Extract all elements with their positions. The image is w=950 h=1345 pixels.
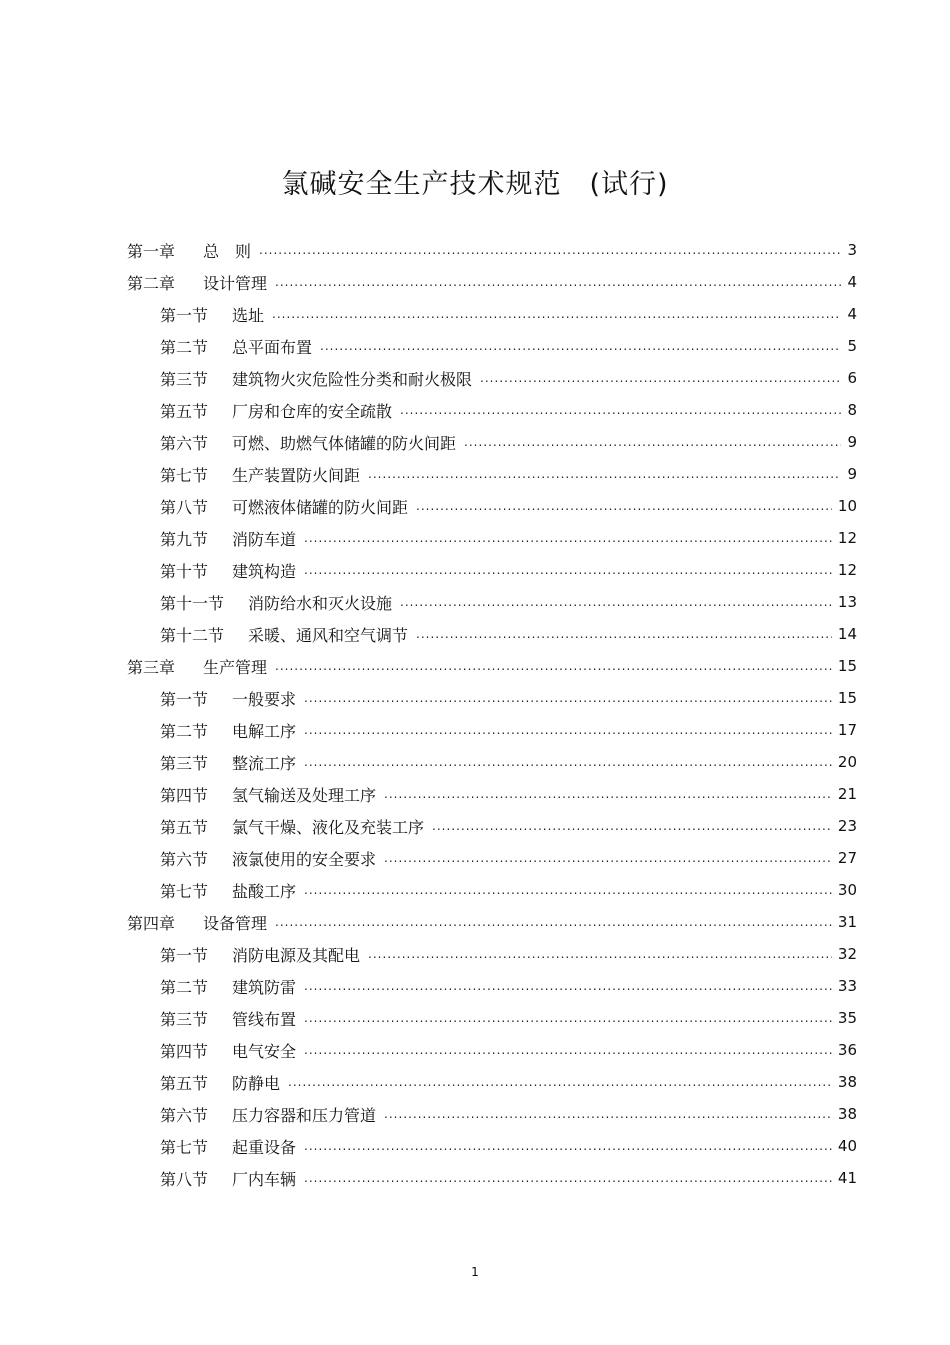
toc-section-row <box>127 490 857 522</box>
toc-entry-number: 第八节 <box>160 497 209 517</box>
toc-dot-leader <box>259 243 841 257</box>
toc-section-row <box>127 330 857 362</box>
toc-page-number: 5 <box>847 337 857 355</box>
toc-entry-title: 液氯使用的安全要求 <box>232 849 377 869</box>
toc-dot-leader <box>304 1043 832 1057</box>
toc-section-row <box>127 1130 857 1162</box>
toc-section-row <box>127 970 857 1002</box>
toc-section-row <box>127 458 857 490</box>
toc-entry-title: 起重设备 <box>232 1137 297 1157</box>
toc-entry-title: 厂内车辆 <box>232 1169 297 1189</box>
toc-section-row <box>127 1034 857 1066</box>
toc-entry-number: 第二节 <box>160 337 209 357</box>
toc-section-row <box>127 938 857 970</box>
toc-dot-leader <box>275 275 841 289</box>
toc-page-number: 35 <box>837 1009 857 1027</box>
toc-entry-number: 第三节 <box>160 369 209 389</box>
toc-page-number: 17 <box>837 721 857 739</box>
toc-section-row <box>127 682 857 714</box>
toc-section-row <box>127 1098 857 1130</box>
toc-section-row <box>127 842 857 874</box>
toc-dot-leader <box>400 403 841 417</box>
toc-entry-title: 盐酸工序 <box>232 881 297 901</box>
toc-entry-title: 消防电源及其配电 <box>232 945 361 965</box>
toc-page-number: 23 <box>837 817 857 835</box>
toc-entry-title: 建筑构造 <box>232 561 297 581</box>
toc-section-row <box>127 554 857 586</box>
toc-entry-title: 一般要求 <box>232 689 297 709</box>
toc-section-row <box>127 1002 857 1034</box>
toc-section-row <box>127 586 857 618</box>
toc-entry-title: 总平面布置 <box>232 337 313 357</box>
toc-entry-title: 厂房和仓库的安全疏散 <box>232 401 393 421</box>
toc-dot-leader <box>304 755 832 769</box>
toc-chapter-row <box>127 266 857 298</box>
table-of-contents <box>127 234 857 1194</box>
toc-entry-number: 第六节 <box>160 1105 209 1125</box>
toc-entry-title: 管线布置 <box>232 1009 297 1029</box>
toc-dot-leader <box>480 371 841 385</box>
toc-page-number: 21 <box>837 785 857 803</box>
toc-section-row <box>127 362 857 394</box>
toc-dot-leader <box>432 819 832 833</box>
document-title: 氯碱安全生产技术规范 (试行) <box>281 169 669 200</box>
toc-dot-leader <box>304 723 832 737</box>
toc-entry-title: 总 则 <box>203 241 252 261</box>
toc-page-number: 6 <box>847 369 857 387</box>
toc-chapter-row <box>127 234 857 266</box>
toc-page-number: 13 <box>837 593 857 611</box>
toc-entry-number: 第八节 <box>160 1169 209 1189</box>
toc-entry-title: 可燃、助燃气体储罐的防火间距 <box>232 433 457 453</box>
toc-dot-leader <box>320 339 841 353</box>
toc-dot-leader <box>384 1107 832 1121</box>
toc-entry-number: 第二节 <box>160 977 209 997</box>
toc-page-number: 20 <box>837 753 857 771</box>
toc-page-number: 41 <box>837 1169 857 1187</box>
toc-page-number: 4 <box>847 305 857 323</box>
toc-entry-number: 第五节 <box>160 817 209 837</box>
toc-section-row <box>127 522 857 554</box>
toc-dot-leader <box>464 435 841 449</box>
toc-page-number: 27 <box>837 849 857 867</box>
toc-section-row <box>127 618 857 650</box>
toc-dot-leader <box>384 851 832 865</box>
toc-page-number: 31 <box>837 913 857 931</box>
toc-page-number: 32 <box>837 945 857 963</box>
toc-section-row <box>127 714 857 746</box>
toc-entry-number: 第三章 <box>127 657 176 677</box>
toc-entry-number: 第三节 <box>160 1009 209 1029</box>
toc-entry-title: 建筑防雷 <box>232 977 297 997</box>
toc-dot-leader <box>304 979 832 993</box>
toc-entry-number: 第三节 <box>160 753 209 773</box>
toc-page-number: 33 <box>837 977 857 995</box>
toc-dot-leader <box>275 659 832 673</box>
toc-dot-leader <box>272 307 841 321</box>
toc-page-number: 38 <box>837 1073 857 1091</box>
toc-dot-leader <box>304 531 832 545</box>
toc-entry-number: 第一章 <box>127 241 176 261</box>
toc-entry-number: 第九节 <box>160 529 209 549</box>
toc-entry-number: 第四节 <box>160 785 209 805</box>
toc-dot-leader <box>368 947 832 961</box>
toc-page-number: 40 <box>837 1137 857 1155</box>
toc-entry-title: 建筑物火灾危险性分类和耐火极限 <box>232 369 473 389</box>
toc-entry-title: 生产管理 <box>203 657 268 677</box>
toc-entry-title: 压力容器和压力管道 <box>232 1105 377 1125</box>
toc-section-row <box>127 426 857 458</box>
toc-entry-title: 选址 <box>232 305 265 325</box>
toc-entry-title: 消防车道 <box>232 529 297 549</box>
page-number: 1 <box>471 1265 479 1279</box>
toc-entry-number: 第六节 <box>160 849 209 869</box>
toc-section-row <box>127 810 857 842</box>
toc-entry-number: 第七节 <box>160 881 209 901</box>
toc-page-number: 12 <box>837 529 857 547</box>
toc-entry-title: 整流工序 <box>232 753 297 773</box>
toc-page-number: 12 <box>837 561 857 579</box>
toc-entry-title: 消防给水和灭火设施 <box>248 593 393 613</box>
toc-page-number: 14 <box>837 625 857 643</box>
toc-entry-number: 第一节 <box>160 689 209 709</box>
toc-entry-number: 第二节 <box>160 721 209 741</box>
toc-entry-number: 第二章 <box>127 273 176 293</box>
toc-entry-number: 第六节 <box>160 433 209 453</box>
toc-section-row <box>127 778 857 810</box>
toc-entry-number: 第一节 <box>160 945 209 965</box>
toc-dot-leader <box>304 1139 832 1153</box>
toc-page-number: 9 <box>847 465 857 483</box>
toc-entry-number: 第四章 <box>127 913 176 933</box>
toc-chapter-row <box>127 650 857 682</box>
toc-entry-title: 氯气干燥、液化及充装工序 <box>232 817 425 837</box>
toc-entry-number: 第一节 <box>160 305 209 325</box>
toc-entry-title: 电解工序 <box>232 721 297 741</box>
toc-page-number: 8 <box>847 401 857 419</box>
toc-entry-number: 第四节 <box>160 1041 209 1061</box>
toc-entry-title: 设备管理 <box>203 913 268 933</box>
toc-page-number: 36 <box>837 1041 857 1059</box>
toc-section-row <box>127 874 857 906</box>
toc-section-row <box>127 1066 857 1098</box>
toc-page-number: 3 <box>847 241 857 259</box>
toc-entry-number: 第七节 <box>160 465 209 485</box>
toc-section-row <box>127 298 857 330</box>
toc-dot-leader <box>368 467 841 481</box>
toc-dot-leader <box>304 1011 832 1025</box>
toc-dot-leader <box>304 883 832 897</box>
toc-dot-leader <box>275 915 832 929</box>
toc-page-number: 15 <box>837 657 857 675</box>
toc-section-row <box>127 394 857 426</box>
toc-entry-number: 第十节 <box>160 561 209 581</box>
toc-page-number: 4 <box>847 273 857 291</box>
toc-entry-title: 氢气输送及处理工序 <box>232 785 377 805</box>
toc-entry-title: 电气安全 <box>232 1041 297 1061</box>
toc-entry-title: 可燃液体储罐的防火间距 <box>232 497 409 517</box>
toc-entry-number: 第七节 <box>160 1137 209 1157</box>
toc-dot-leader <box>288 1075 832 1089</box>
toc-entry-title: 生产装置防火间距 <box>232 465 361 485</box>
toc-dot-leader <box>384 787 832 801</box>
toc-page-number: 15 <box>837 689 857 707</box>
toc-page-number: 9 <box>847 433 857 451</box>
toc-dot-leader <box>304 563 832 577</box>
toc-section-row <box>127 1162 857 1194</box>
toc-entry-title: 防静电 <box>232 1073 281 1093</box>
toc-dot-leader <box>416 627 832 641</box>
toc-entry-number: 第十二节 <box>160 625 225 645</box>
toc-entry-title: 设计管理 <box>203 273 268 293</box>
toc-dot-leader <box>304 1171 832 1185</box>
toc-entry-number: 第五节 <box>160 401 209 421</box>
toc-page-number: 10 <box>837 497 857 515</box>
toc-page-number: 30 <box>837 881 857 899</box>
toc-entry-number: 第五节 <box>160 1073 209 1093</box>
toc-dot-leader <box>304 691 832 705</box>
toc-chapter-row <box>127 906 857 938</box>
toc-dot-leader <box>400 595 832 609</box>
toc-section-row <box>127 746 857 778</box>
toc-page-number: 38 <box>837 1105 857 1123</box>
toc-entry-number: 第十一节 <box>160 593 225 613</box>
toc-entry-title: 采暖、通风和空气调节 <box>248 625 409 645</box>
toc-dot-leader <box>416 499 832 513</box>
